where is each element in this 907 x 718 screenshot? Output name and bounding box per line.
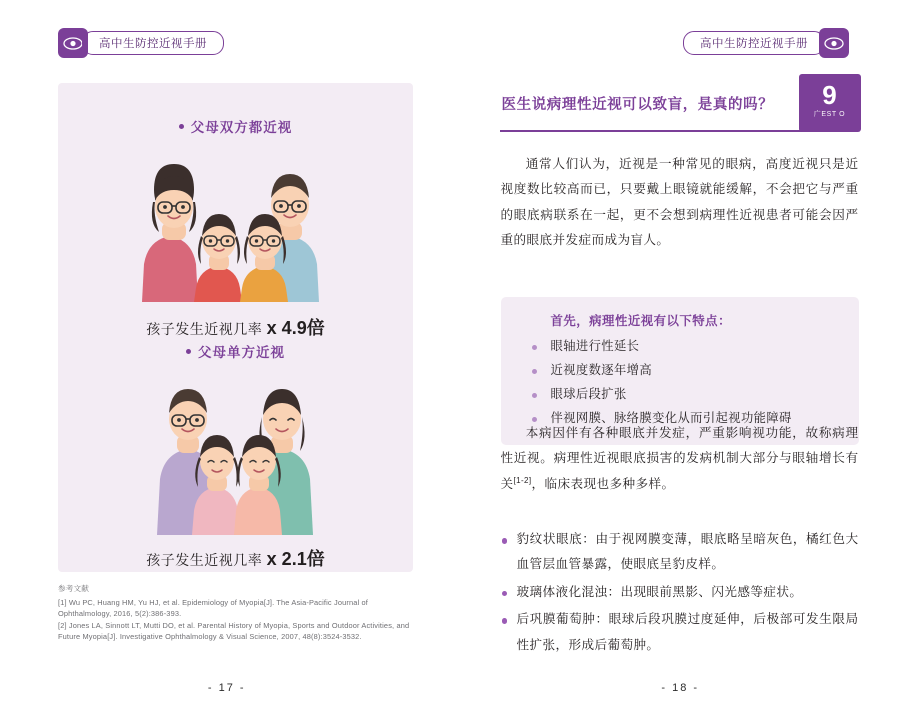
right-page xyxy=(454,0,907,718)
heredity-illustration-card xyxy=(58,83,413,572)
header-divider xyxy=(500,130,816,132)
illustration-caption-both-parents: 孩子发生近视几率 x 4.9倍 xyxy=(146,318,325,338)
question-number-subtext: 广EST O xyxy=(813,111,846,118)
running-head-left xyxy=(58,28,224,58)
note-list-item: 近视度数逐年增高 xyxy=(523,359,839,383)
note-list xyxy=(523,335,839,431)
reference-entry: [2] Jones LA, Sinnott LT, Mutti DO, et al. Parental History of Myopia, Sports and Outdoor Activities, and Future Myopia[J]. Investigative Ophthalmology & Visual Science, 2007, 48(8):3524-3532. xyxy=(58,620,410,642)
bullet-dot-icon xyxy=(179,124,184,129)
running-head-label: 高中生防控近视手册 xyxy=(683,31,825,55)
references-title: 参考文献 xyxy=(58,584,89,593)
eye-icon xyxy=(819,28,849,58)
complication-list-item: 玻璃体液化混浊：出现眼前黑影、闪光感等症状。 xyxy=(501,580,859,605)
question-number-badge xyxy=(799,74,861,132)
question-number: 9 xyxy=(822,80,837,110)
note-list-item: 眼轴进行性延长 xyxy=(523,335,839,359)
complication-list-item: 豹纹状眼底：由于视网膜变薄，眼底略呈暗灰色，橘红色大血管层血管暴露，使眼底呈豹皮样。 xyxy=(501,527,859,578)
complication-list-item: 后巩膜葡萄肿：眼球后段巩膜过度延伸，后极部可发生限局性扩张，形成后葡萄肿。 xyxy=(501,607,859,658)
bullet-dot-icon xyxy=(186,349,191,354)
paragraph-mechanism xyxy=(501,421,859,497)
illustration-block-one-parent xyxy=(58,341,413,571)
paragraph-mechanism-part2: ，临床表现也多种多样。 xyxy=(531,476,675,491)
question-header xyxy=(500,80,860,132)
paragraph-intro: 通常人们认为，近视是一种常见的眼病，高度近视只是近视度数比较高而已，只要戴上眼镜就能缓解，不会把它与严重的眼底病联系在一起，更不会想到病理性近视患者可能会因严重的眼底并发症而成为盲人。 xyxy=(500,157,859,248)
family-one-myopic-parent-illustration xyxy=(58,375,413,535)
paragraph-mechanism-part1: 本病因伴有各种眼底并发症，严重影响视功能，故称病理性近视。病理性近视眼底损害的发病机制大部分与眼轴增长有关 xyxy=(500,426,859,491)
illustration-caption-one-parent: 孩子发生近视几率 x 2.1倍 xyxy=(146,549,325,569)
question-title: 医生说病理性近视可以致盲，是真的吗？ xyxy=(501,97,774,113)
family-two-myopic-parents-illustration xyxy=(58,150,413,302)
page-number-left: - 17 - xyxy=(207,682,246,694)
note-list-item: 眼球后段扩张 xyxy=(523,383,839,407)
illustration-title-both-parents: 父母双方都近视 xyxy=(58,116,413,136)
page-number-right: - 18 - xyxy=(661,682,700,694)
illustration-title-one-parent: 父母单方近视 xyxy=(58,341,413,361)
running-head-right xyxy=(683,28,849,58)
note-title: 首先，病理性近视有以下特点： xyxy=(550,314,731,328)
note-list-item: 伴视网膜、脉络膜变化从而引起视功能障碍 xyxy=(523,407,839,431)
illustration-block-both-parents xyxy=(58,116,413,340)
reference-entry: [1] Wu PC, Huang HM, Yu HJ, et al. Epidemiology of Myopia[J]. The Asia-Pacific Journal of Ophthalmology, 2016, 5(2):386-393. xyxy=(58,597,368,619)
references-block xyxy=(58,583,418,643)
running-head-label: 高中生防控近视手册 xyxy=(82,31,224,55)
complication-list xyxy=(501,527,859,660)
reference-superscript: [1-2] xyxy=(513,475,532,485)
